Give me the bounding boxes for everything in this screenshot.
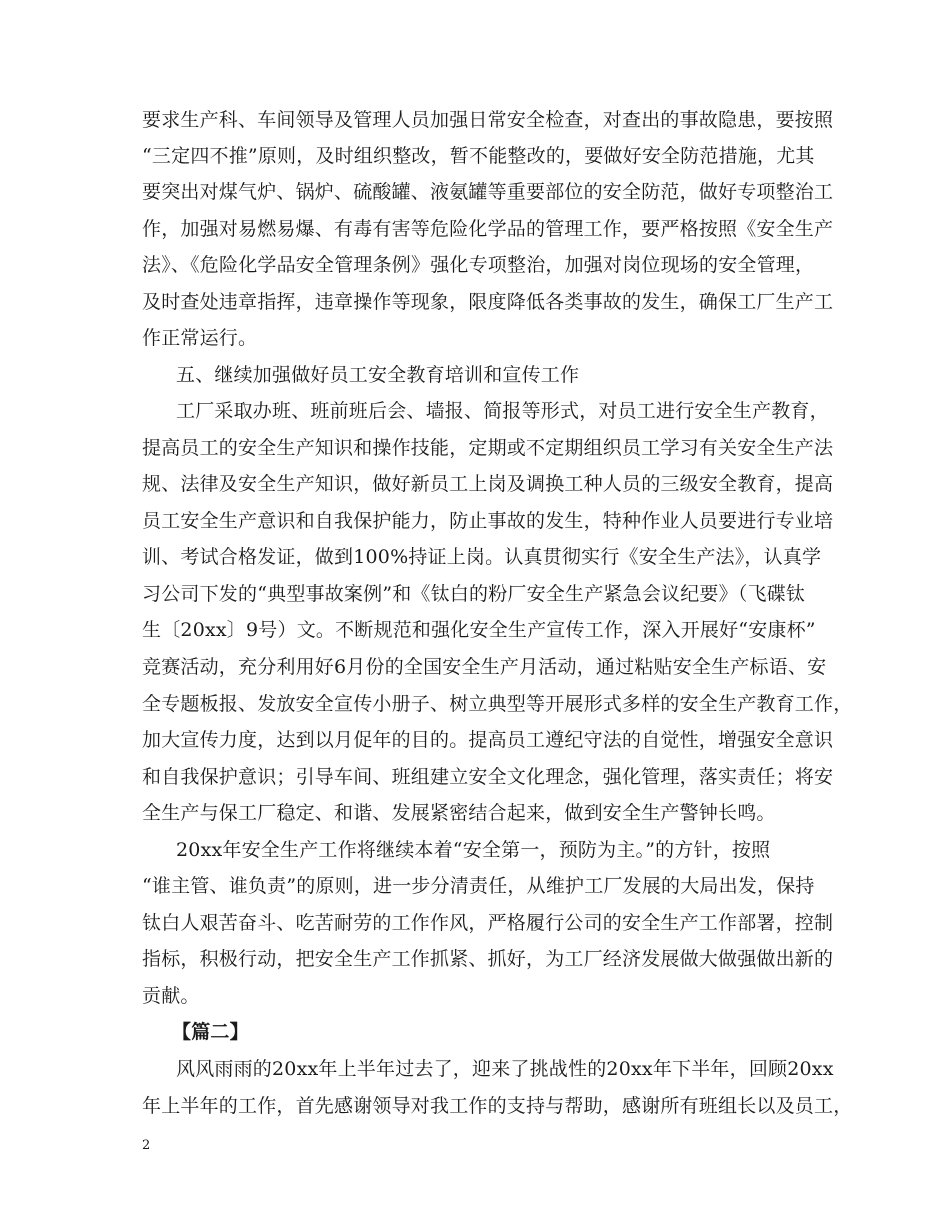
body-text-line: 习公司下发的“典型事故案例”和《钛白的粉厂安全生产紧急会议纪要》（飞碟钛 [142,583,806,605]
section-heading: 五、继续加强做好员工安全教育培训和宣传工作 [176,364,580,386]
body-text-line: “三定四不推”原则，及时组织整改，暂不能整改的，要做好安全防范措施，尤其 [142,145,815,167]
body-text-line: 风风雨雨的20xx年上半年过去了，迎来了挑战性的20xx年下半年，回顾20xx [176,1058,834,1080]
body-text-line: 规、法律及安全生产知识，做好新员工上岗及调换工种人员的三级安全教育，提高 [142,473,834,495]
body-text-line: 钛白人艰苦奋斗、吃苦耐劳的工作作风，严格履行公司的安全生产工作部署，控制 [142,912,834,934]
body-text-line: 工厂采取办班、班前班后会、墙报、简报等形式，对员工进行安全生产教育， [176,400,829,422]
body-text-line: 年上半年的工作，首先感谢领导对我工作的支持与帮助，感谢所有班组长以及员工， [142,1095,853,1117]
body-text-line: 训、考试合格发证，做到100%持证上岗。认真贯彻实行《安全生产法》，认真学 [142,546,822,568]
body-text-line: 员工安全生产意识和自我保护能力，防止事故的发生，特种作业人员要进行专业培 [142,510,834,532]
body-text-line: 作，加强对易燃易爆、有毒有害等危险化学品的管理工作，要严格按照《安全生产 [142,218,834,240]
body-text-line: 20xx年安全生产工作将继续本着“安全第一，预防为主。”的方针，按照 [176,839,771,861]
body-text-line: 生〔20xx〕9号）文。不断规范和强化安全生产宣传工作，深入开展好“安康杯” [142,619,816,641]
body-text-line: 和自我保护意识；引导车间、班组建立安全文化理念，强化管理，落实责任；将安 [142,766,834,788]
body-text-line: 要求生产科、车间领导及管理人员加强日常安全检查，对查出的事故隐患，要按照 [142,109,834,131]
body-text-line: 竞赛活动，充分利用好6月份的全国安全生产月活动，通过粘贴安全生产标语、安 [142,656,827,678]
body-text-line: 提高员工的安全生产知识和操作技能，定期或不定期组织员工学习有关安全生产法 [142,437,834,459]
body-text-line: 全专题板报、发放安全宣传小册子、树立典型等开展形式多样的安全生产教育工作， [142,693,853,715]
body-text-line: 及时查处违章指挥，违章操作等现象，限度降低各类事故的发生，确保工厂生产工 [142,291,834,313]
body-text-line: 要突出对煤气炉、锅炉、硫酸罐、液氨罐等重要部位的安全防范，做好专项整治工 [142,181,834,203]
body-text-line: 作正常运行。 [142,327,258,349]
body-text-line: 贡献。 [142,985,200,1007]
body-text-line: “谁主管、谁负责”的原则，进一步分清责任，从维护工厂发展的大局出发，保持 [142,875,815,897]
body-text-line: 全生产与保工厂稳定、和谐、发展紧密结合起来，做到安全生产警钟长鸣。 [142,802,776,824]
page-number: 2 [142,1138,151,1153]
body-text-line: 指标，积极行动，把安全生产工作抓紧、抓好，为工厂经济发展做大做强做出新的 [142,948,834,970]
body-text-line: 法》、《危险化学品安全管理条例》强化专项整治，加强对岗位现场的安全管理， [142,254,815,276]
section-marker: 【篇二】 [172,1021,249,1043]
body-text-line: 加大宣传力度，达到以月促年的目的。提高员工遵纪守法的自觉性，增强安全意识 [142,729,834,751]
